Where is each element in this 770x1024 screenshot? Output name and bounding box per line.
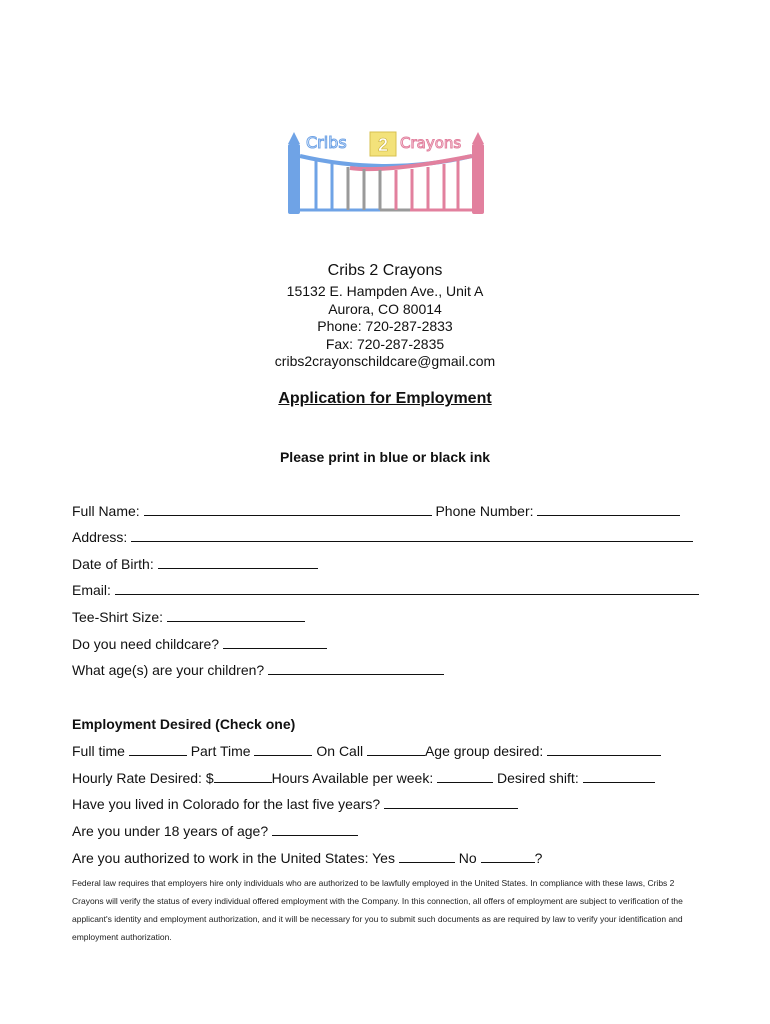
authorized-row	[72, 850, 542, 866]
on-call-label: On Call	[316, 743, 364, 759]
age-group-field[interactable]	[547, 743, 661, 756]
fax-line: Fax: 720-287-2835	[325, 335, 445, 352]
address-line-2: Aurora, CO 80014	[328, 300, 442, 317]
full-time-label: Full time	[72, 743, 125, 759]
hours-label: Hours Available per week:	[271, 770, 434, 786]
question-mark: ?	[534, 850, 543, 866]
hourly-rate-field[interactable]	[214, 770, 272, 783]
tee-shirt-field[interactable]	[167, 609, 305, 622]
dob-label: Date of Birth:	[72, 556, 154, 572]
email-row	[72, 582, 699, 598]
address-line-1: 15132 E. Hampden Ave., Unit A	[286, 283, 484, 299]
authorized-yes-field[interactable]	[399, 850, 455, 863]
name-phone-row	[72, 503, 680, 519]
age-group-label: Age group desired:	[424, 743, 544, 759]
phone-line: Phone: 720-287-2833	[317, 318, 453, 335]
childcare-label: Do you need childcare?	[72, 636, 220, 652]
rate-hours-row	[72, 770, 655, 786]
authorized-no-label: No	[458, 850, 477, 866]
tee-shirt-label: Tee-Shirt Size:	[72, 609, 164, 625]
org-contact	[0, 283, 770, 371]
part-time-label: Part Time	[190, 743, 251, 759]
address-row	[72, 529, 693, 545]
full-time-field[interactable]	[129, 743, 187, 756]
svg-text:Cribs: Cribs	[306, 133, 347, 152]
under18-field[interactable]	[272, 823, 358, 836]
employment-type-row	[72, 743, 661, 759]
hourly-rate-label: Hourly Rate Desired: $	[72, 770, 214, 786]
under18-label: Are you under 18 years of age?	[72, 823, 269, 839]
colorado-row	[72, 796, 518, 812]
part-time-field[interactable]	[254, 743, 312, 756]
dob-field[interactable]	[158, 556, 318, 569]
page-title: Application for Employment	[278, 390, 492, 407]
colorado-field[interactable]	[384, 796, 518, 809]
cribs-2-crayons-logo	[280, 126, 492, 218]
children-ages-row	[72, 662, 444, 678]
email-line: cribs2crayonschildcare@gmail.com	[274, 353, 496, 370]
children-ages-label: What age(s) are your children?	[72, 662, 265, 678]
org-name: Cribs 2 Crayons	[327, 262, 443, 279]
shift-label: Desired shift:	[497, 770, 579, 786]
address-field[interactable]	[131, 529, 693, 542]
dob-row	[72, 556, 318, 572]
svg-text:2: 2	[377, 135, 389, 155]
shift-field[interactable]	[583, 770, 655, 783]
authorized-no-field[interactable]	[481, 850, 535, 863]
email-field[interactable]	[115, 582, 699, 595]
phone-number-label: Phone Number:	[435, 503, 534, 519]
ink-instruction: Please print in blue or black ink	[279, 449, 491, 465]
full-name-label: Full Name:	[72, 503, 140, 519]
under18-row	[72, 823, 358, 839]
full-name-field[interactable]	[144, 503, 432, 516]
svg-text:Crayons: Crayons	[400, 134, 462, 152]
employment-heading: Employment Desired (Check one)	[72, 716, 296, 732]
on-call-field[interactable]	[367, 743, 425, 756]
childcare-row	[72, 636, 327, 652]
children-ages-field[interactable]	[268, 662, 444, 675]
phone-number-field[interactable]	[537, 503, 680, 516]
colorado-label: Have you lived in Colorado for the last five years?	[72, 796, 381, 812]
address-label: Address:	[72, 529, 128, 545]
tee-shirt-row	[72, 609, 305, 625]
authorized-label: Are you authorized to work in the United States: Yes	[72, 850, 395, 866]
legal-notice: Federal law requires that employers hire only individuals who are authorized to be lawfully employed in the United States. In compliance with these laws, Cribs 2 Crayons will verify the status of every individual offered employment with the Company. In this connection, all offers of employment are subject to verification of the applicant's identity and employment authorization, and it will be necessary for you to submit such documents as are required by law to verify your identification and employment authorization.	[72, 878, 683, 942]
hours-field[interactable]	[437, 770, 493, 783]
childcare-field[interactable]	[223, 636, 327, 649]
email-label: Email:	[72, 582, 111, 598]
